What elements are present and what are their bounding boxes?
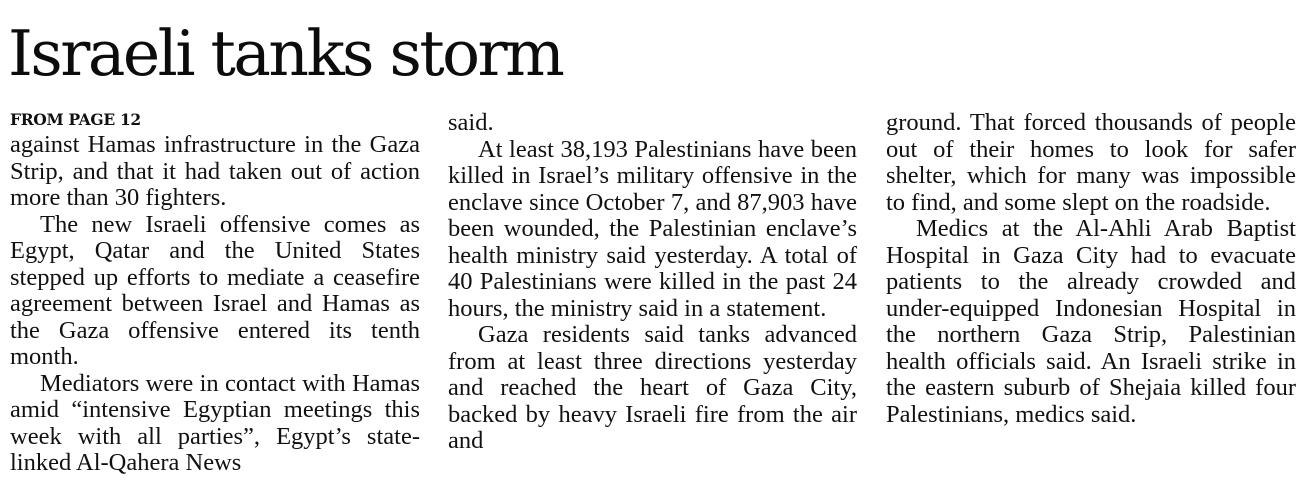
paragraph: Gaza residents said tanks advanced from at least three directions yesterday and reached the heart of Gaza City, backed by heavy Israeli fire from the air and [448,321,857,454]
paragraph: ground. That forced thousands of people out of their homes to look for safer shelter, which for many was impossible to find, and some slept on the roadside. [886,109,1296,216]
paragraph: said. [448,109,494,136]
headline: Israeli tanks storm [8,17,563,90]
paragraph: At least 38,193 Palestinians have been killed in Israel’s military offensive in the enclave since October 7, and 87,903 have been wounded, the Palestinian enclave’s health ministry said yesterday. A total of 40 Palestinians were killed in the past 24 hours, the ministry said in a statement. [448,135,857,322]
article-column-1 [10,132,420,477]
article-column-2 [448,110,857,455]
paragraph: The new Israeli offensive comes as Egypt, Qatar and the United States stepped up efforts to mediate a ceasefire agreement between Israel and Hamas as the Gaza offensive entered its tenth month. [10,210,420,370]
paragraph: Mediators were in contact with Hamas amid “intensive Egyptian meetings this week with all parties”, Egypt’s state-linked Al-Qahera News [10,369,420,476]
article-column-3 [886,110,1296,428]
paragraph: Medics at the Al-Ahli Arab Baptist Hospital in Gaza City had to evacuate patients to the already crowded and under-equipped Indonesian Hospital in the northern Gaza Strip, Palestinian health officials said. An Israeli strike in the eastern suburb of Shejaia killed four Palestinians, medics said. [886,215,1296,428]
dateline: FROM PAGE 12 [10,110,141,129]
paragraph: against Hamas infrastructure in the Gaza Strip, and that it had taken out of action more than 30 fighters. [10,131,420,211]
